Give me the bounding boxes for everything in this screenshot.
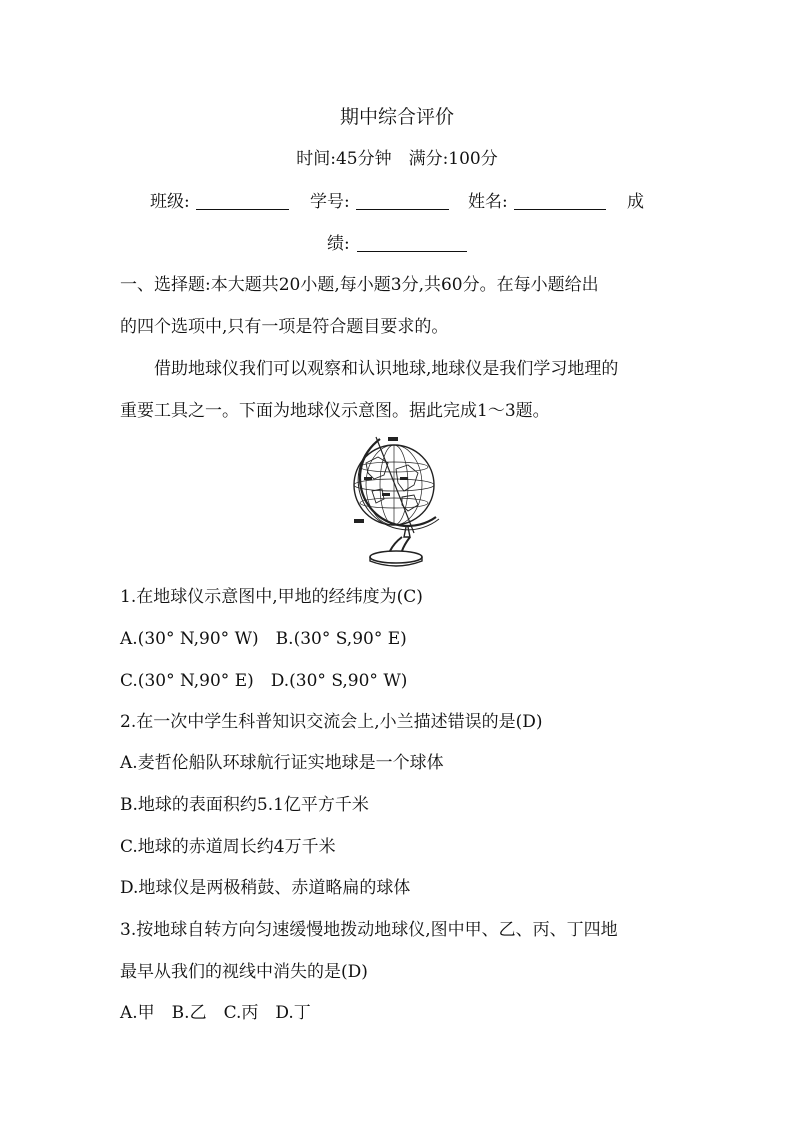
globe-illustration [344, 433, 444, 568]
score-blank[interactable] [357, 233, 467, 252]
question-2-option-a: A.麦哲伦船队环球航行证实地球是一个球体 [120, 753, 444, 773]
page-title: 期中综合评价 [339, 106, 454, 128]
class-blank[interactable] [196, 191, 289, 210]
question-1-stem: 1.在地球仪示意图中,甲地的经纬度为(C) [120, 587, 423, 607]
intro-line2: 重要工具之一。下面为地球仪示意图。据此完成1～3题。 [120, 401, 550, 421]
question-2-option-c: C.地球的赤道周长约4万千米 [120, 837, 336, 857]
student-id-blank[interactable] [356, 191, 449, 210]
question-2-stem: 2.在一次中学生科普知识交流会上,小兰描述错误的是(D) [120, 712, 543, 732]
section-heading-line2: 的四个选项中,只有一项是符合题目要求的。 [120, 317, 449, 337]
question-1-options-ab: A.(30° N,90° W) B.(30° S,90° E) [120, 629, 407, 649]
question-3-stem-line2: 最早从我们的视线中消失的是(D) [120, 962, 368, 982]
student-id-label: 学号: [310, 192, 350, 212]
score-label-part2: 绩: [327, 234, 350, 254]
question-2-option-b: B.地球的表面积约5.1亿平方千米 [120, 795, 369, 815]
question-1-options-cd: C.(30° N,90° E) D.(30° S,90° W) [120, 671, 408, 691]
name-blank[interactable] [514, 191, 606, 210]
question-3-stem-line1: 3.按地球自转方向匀速缓慢地拨动地球仪,图中甲、乙、丙、丁四地 [120, 920, 618, 940]
question-3-options: A.甲 B.乙 C.丙 D.丁 [120, 1003, 311, 1023]
score-label-part1: 成 [627, 192, 644, 212]
intro-line1: 借助地球仪我们可以观察和认识地球,地球仪是我们学习地理的 [154, 359, 619, 379]
exam-time-score: 时间:45分钟 满分:100分 [296, 149, 498, 169]
class-field-label: 班级: [150, 192, 190, 212]
question-2-option-d: D.地球仪是两极稍鼓、赤道略扁的球体 [120, 878, 411, 898]
name-label: 姓名: [468, 192, 508, 212]
section-heading-line1: 一、选择题:本大题共20小题,每小题3分,共60分。在每小题给出 [120, 275, 599, 295]
